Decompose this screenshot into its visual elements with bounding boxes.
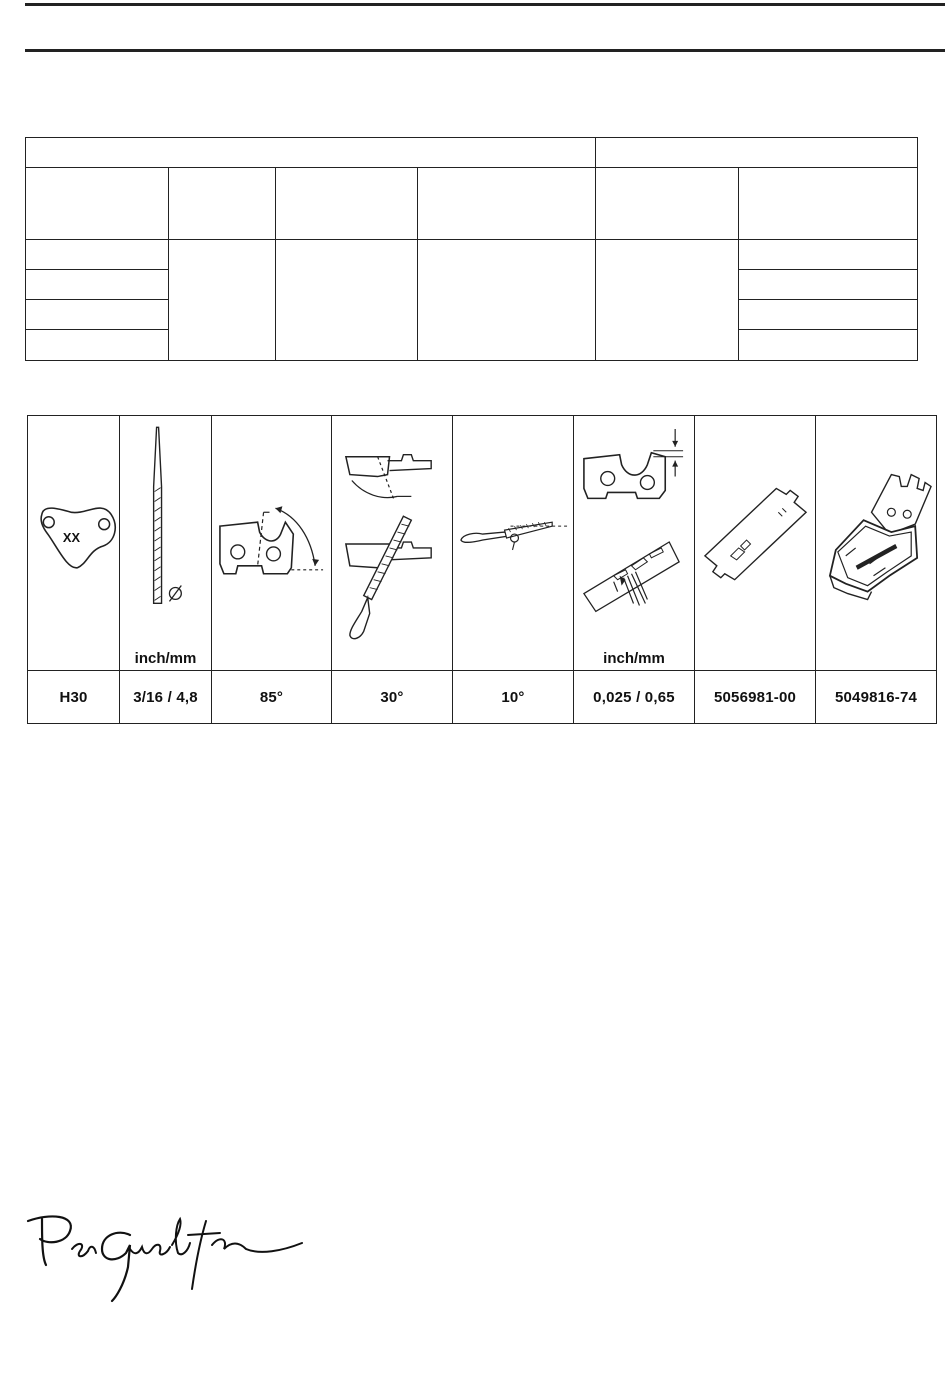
spec-col-header bbox=[169, 168, 276, 240]
specification-table bbox=[25, 137, 918, 361]
top-plate-angle-value: 85° bbox=[212, 671, 332, 724]
spec-cell bbox=[26, 300, 169, 330]
spec-cell bbox=[26, 330, 169, 361]
top-rule bbox=[25, 3, 945, 6]
spec-merged-cell bbox=[276, 240, 418, 361]
spec-col-header bbox=[596, 168, 739, 240]
file-diameter-cell bbox=[120, 416, 212, 671]
file-diameter-value: 3/16 / 4,8 bbox=[120, 671, 212, 724]
spec-col-header bbox=[418, 168, 596, 240]
round-file-icon bbox=[120, 416, 211, 670]
tilt-angle-cell bbox=[453, 416, 574, 671]
file-holder-value: 5049816-74 bbox=[816, 671, 937, 724]
spec-header-group-1 bbox=[26, 138, 596, 168]
depth-gauge-tool-icon bbox=[695, 416, 815, 670]
file-unit-label: inch/mm bbox=[134, 650, 197, 667]
filing-angle-cell bbox=[332, 416, 453, 671]
top-plate-angle-cell bbox=[212, 416, 332, 671]
spec-cell bbox=[739, 240, 918, 270]
depth-gauge-setting-cell bbox=[574, 416, 695, 671]
tilt-angle-value: 10° bbox=[453, 671, 574, 724]
depth-gauge-tool-value: 5056981-00 bbox=[695, 671, 816, 724]
spec-col-header bbox=[739, 168, 918, 240]
depth-gauge-setting-value: 0,025 / 0,65 bbox=[574, 671, 695, 724]
spec-col-header bbox=[276, 168, 418, 240]
spec-col-header bbox=[26, 168, 169, 240]
spec-header-group-2 bbox=[596, 138, 918, 168]
depth-gauge-tool-cell bbox=[695, 416, 816, 671]
sharpening-table bbox=[27, 415, 937, 724]
filing-angle-icon bbox=[332, 416, 452, 670]
file-holder-cell bbox=[816, 416, 937, 671]
spec-merged-cell bbox=[596, 240, 739, 361]
file-holder-icon bbox=[816, 416, 936, 670]
cutter-marking-icon bbox=[28, 416, 119, 670]
filing-angle-value: 30° bbox=[332, 671, 453, 724]
spec-merged-cell bbox=[169, 240, 276, 361]
depth-gauge-setting-icon bbox=[574, 416, 694, 670]
chain-type-value: H30 bbox=[28, 671, 120, 724]
header-rule bbox=[25, 49, 945, 52]
tilt-angle-icon bbox=[453, 416, 573, 670]
spec-cell bbox=[739, 330, 918, 361]
spec-cell bbox=[26, 240, 169, 270]
depth-unit-label: inch/mm bbox=[603, 650, 665, 667]
cutter-marking-cell bbox=[28, 416, 120, 671]
spec-cell bbox=[739, 270, 918, 300]
cutter-marking-text: XX bbox=[62, 530, 81, 546]
spec-cell bbox=[26, 270, 169, 300]
spec-cell bbox=[739, 300, 918, 330]
spec-merged-cell bbox=[418, 240, 596, 361]
top-plate-angle-icon bbox=[212, 416, 331, 670]
handwritten-signature bbox=[20, 1205, 320, 1305]
